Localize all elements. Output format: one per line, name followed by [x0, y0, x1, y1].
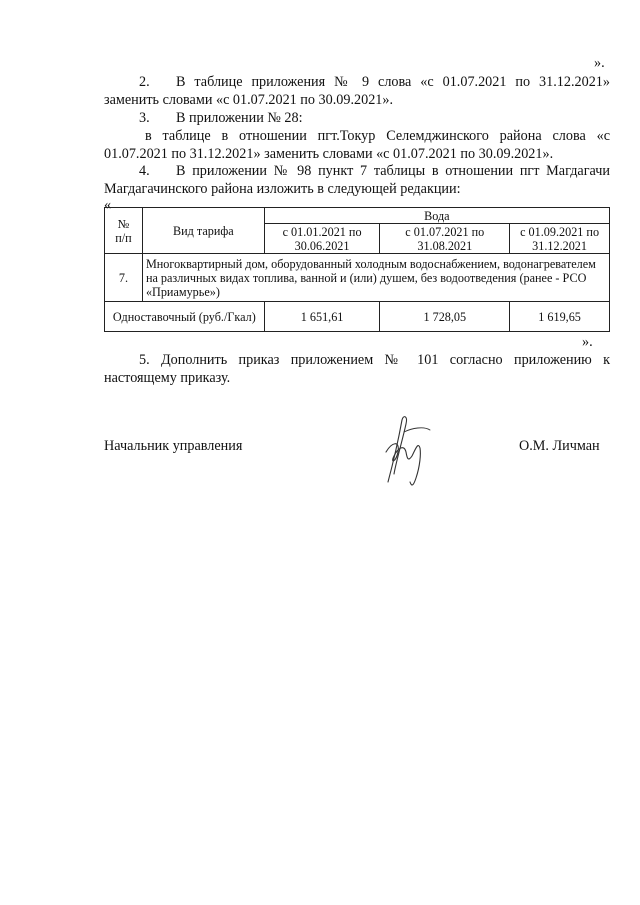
item5-text-line2: настоящему приказу. [104, 370, 231, 386]
table-header-water: Вода [264, 208, 609, 224]
table-row-description: Многоквартирный дом, оборудованный холодным водоснабжением, водонагревателем на различных видах топлива, ванной и (или) душем, без водоотведения (ранее - РСО «Приамурье») [142, 254, 609, 302]
table-value-period-1: 1 651,61 [264, 302, 380, 332]
table-header-period-2: с 01.07.2021 по 31.08.2021 [380, 224, 510, 254]
table-value-period-2: 1 728,05 [380, 302, 510, 332]
item2-number: 2. [139, 74, 150, 90]
table-header-number: № п/п [105, 208, 143, 254]
signatory-name: О.М. Личман [519, 438, 600, 454]
handwritten-signature [368, 412, 438, 490]
item2-text-line2: заменить словами «с 01.07.2021 по 30.09.2021». [104, 92, 394, 108]
table-value-period-3: 1 619,65 [510, 302, 610, 332]
top-closing-quote: ». [594, 55, 605, 71]
table-header-tariff-type: Вид тарифа [142, 208, 264, 254]
table-row-number: 7. [105, 254, 143, 302]
signatory-position: Начальник управления [104, 438, 243, 454]
table-closing-quote: ». [582, 334, 593, 350]
item5-text-line1: 5. Дополнить приказ приложением № 101 согласно приложению к [139, 352, 610, 368]
table-header-period-1: с 01.01.2021 по 30.06.2021 [264, 224, 380, 254]
item4-text-line2: Магдагачинского района изложить в следующей редакции: [104, 181, 461, 197]
table-rate-label: Одноставочный (руб./Гкал) [105, 302, 265, 332]
item2-text-line1: В таблице приложения № 9 слова «с 01.07.2021 по 31.12.2021» [176, 74, 610, 90]
item3-text-line3: 01.07.2021 по 31.12.2021» заменить словами «с 01.07.2021 по 30.09.2021». [104, 146, 554, 162]
table-header-period-3: с 01.09.2021 по 31.12.2021 [510, 224, 610, 254]
item4-number: 4. [139, 163, 150, 179]
item4-text-line1: В приложении № 98 пункт 7 таблицы в отношении пгт Магдагачи [176, 163, 610, 179]
item3-text-line2: в таблице в отношении пгт.Токур Селемджинского района слова «с [145, 128, 610, 144]
table-opening-quote: « [104, 197, 112, 213]
tariff-table [104, 207, 610, 332]
item3-number: 3. [139, 110, 150, 126]
item3-text-line1: В приложении № 28: [176, 110, 303, 126]
